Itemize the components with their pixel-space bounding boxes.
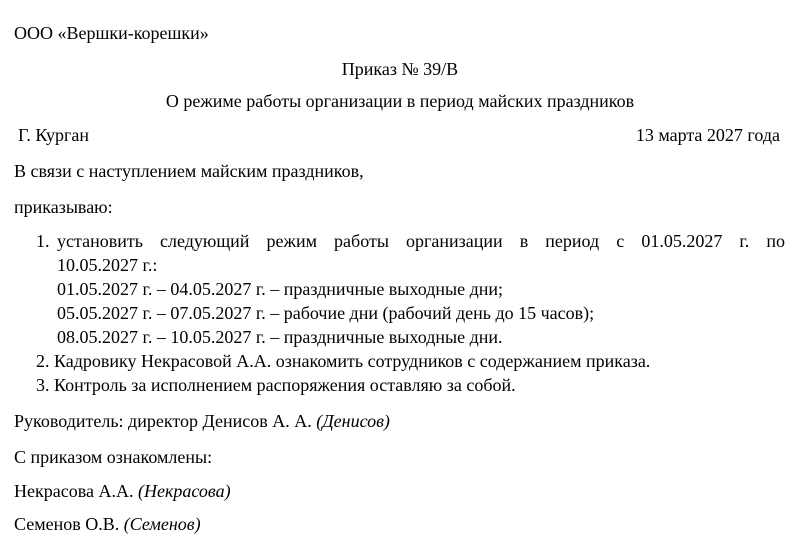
list-item-text: Контроль за исполнением распоряжения оставляю за собой. [54,375,516,395]
list-number: 2. [36,351,50,371]
schedule-line: 01.05.2027 г. – 04.05.2027 г. – праздничные выходные дни; [57,279,503,299]
list-item-2 [36,349,785,373]
command-text: приказываю: [14,197,113,217]
organization-name: ООО «Вершки-корешки» [14,23,209,43]
list-item-text: Кадровику Некрасовой А.А. ознакомить сотрудников с содержанием приказа. [54,351,651,371]
intro-text: В связи с наступлением майским праздников, [14,161,364,181]
list-number: 3. [36,375,50,395]
list-number: 1. [36,231,50,251]
list-item-3 [36,373,785,397]
order-date: 13 марта 2027 года [635,125,780,145]
schedule-line: 05.05.2027 г. – 07.05.2027 г. – рабочие дни (рабочий день до 15 часов); [57,303,595,323]
acquainted-row [14,513,201,535]
city: Г. Курган [18,125,90,145]
head-signature: (Денисов) [316,411,390,431]
list-item-text-continued: 10.05.2027 г.: [57,255,158,275]
acquainted-signature: (Некрасова) [137,481,231,501]
acquainted-label: С приказом ознакомлены: [14,447,213,467]
order-subject: О режиме работы организации в период майских праздников [165,91,635,111]
acquainted-signature: (Семенов) [123,514,201,534]
head-signature-label: Руководитель: директор Денисов А. А. [14,411,312,431]
acquainted-name: Семенов О.В. [14,514,120,534]
list-item-text: установить следующий режим работы организации в период с 01.05.2027 г. по [57,231,785,251]
list-item-1 [36,229,785,349]
acquainted-row [14,480,231,502]
schedule-line: 08.05.2027 г. – 10.05.2027 г. – праздничные выходные дни. [57,327,503,347]
order-title: Приказ № 39/В [341,59,459,79]
acquainted-name: Некрасова А.А. [14,481,134,501]
head-signature-line [14,410,390,432]
